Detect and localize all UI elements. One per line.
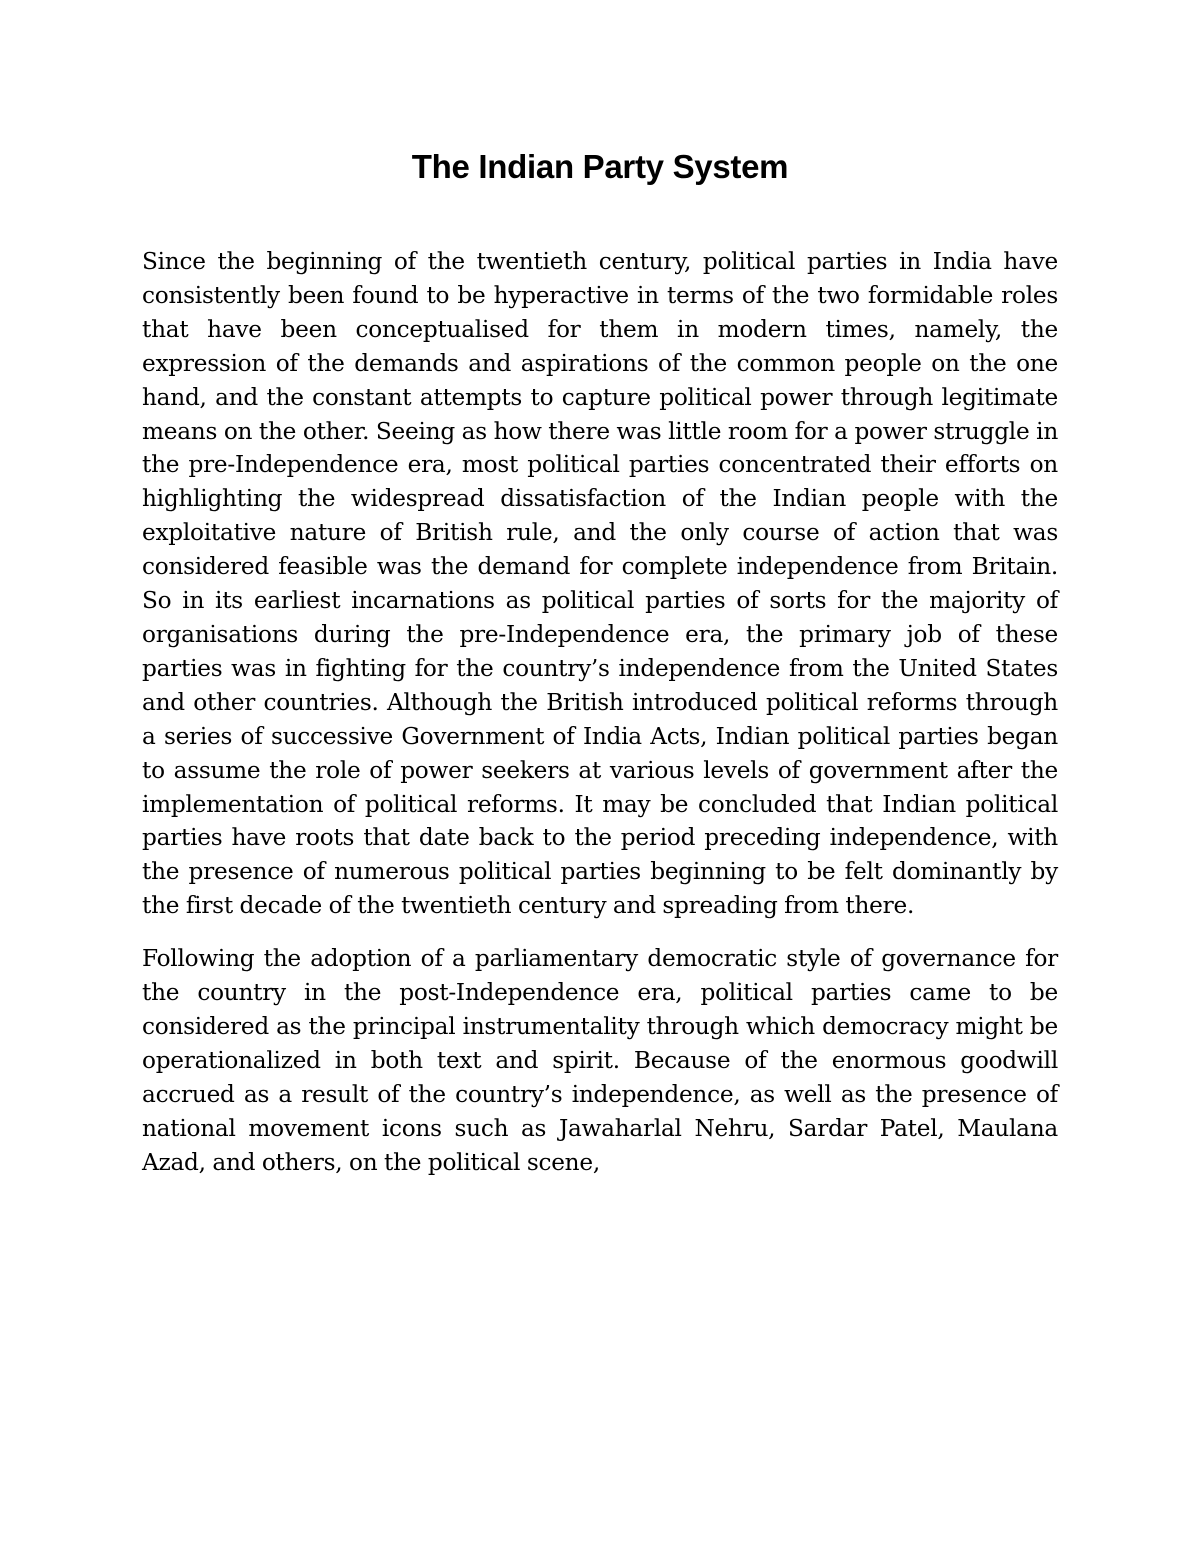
body-paragraph: Since the beginning of the twentieth century, political parties in India have consistently been found to be hyperactive in terms of the two formidable roles that have been conceptualised for them in modern times, namely, the expression of the demands and aspirations of the common people on the one hand, and the constant attempts to capture political power through legitimate means on the other. Seeing as how there was little room for a power struggle in the pre-Independence era, most political parties concentrated their efforts on highlighting the widespread dissatisfaction of the Indian people with the exploitative nature of British rule, and the only course of action that was considered feasible was the demand for complete independence from Britain. So in its earliest incarnations as political parties of sorts for the majority of organisations during the pre-Independence era, the primary job of these parties was in fighting for the country’s independence from the United States and other countries. Although the British introduced political reforms through a series of successive Government of India Acts, Indian political parties began to assume the role of power seekers at various levels of government after the implementation of political reforms. It may be concluded that Indian political parties have roots that date back to the period preceding independence, with the presence of numerous political parties beginning to be felt dominantly by the first decade of the twentieth century and spreading from there. (142, 248, 1058, 920)
body-paragraph: Following the adoption of a parliamentary democratic style of governance for the country in the post-Independence era, political parties came to be considered as the principal instrumentality through which democracy might be operationalized in both text and spirit. Because of the enormous goodwill accrued as a result of the country’s independence, as well as the presence of national movement icons such as Jawaharlal Nehru, Sardar Patel, Maulana Azad, and others, on the political scene, (142, 945, 1058, 1176)
document-title: The Indian Party System (411, 148, 789, 185)
document-body (142, 245, 1058, 1198)
